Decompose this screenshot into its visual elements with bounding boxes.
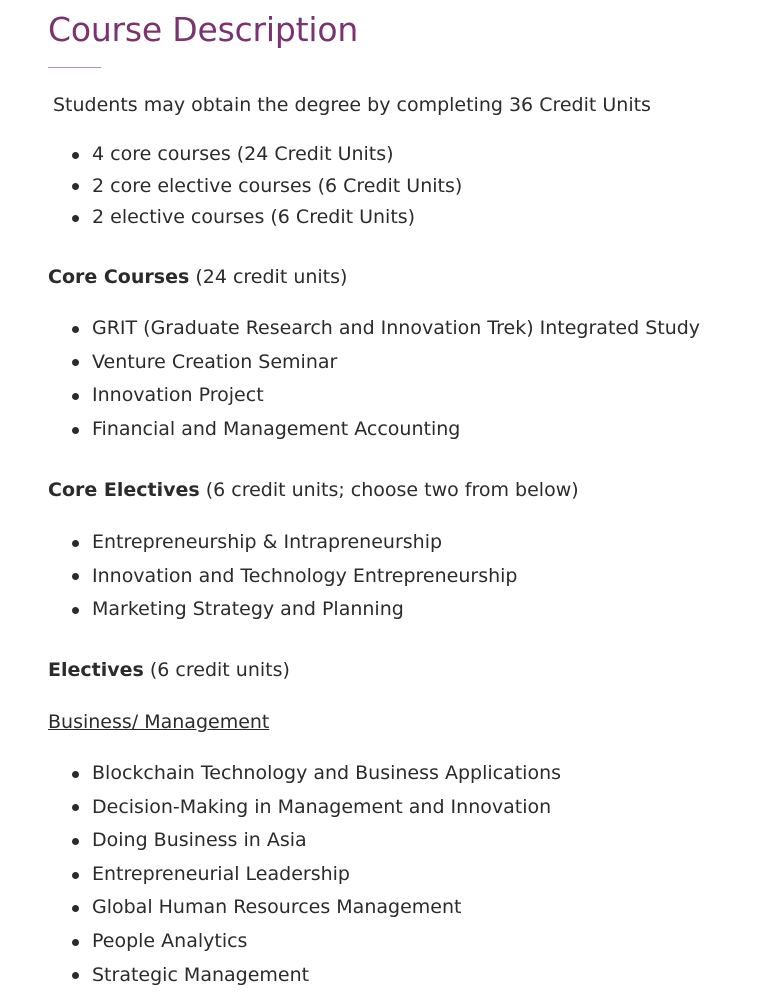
list-item-text: 2 core elective courses (6 Credit Units) — [92, 174, 463, 197]
title-divider — [48, 67, 101, 68]
bullet-icon — [72, 326, 79, 333]
bullet-icon — [72, 939, 79, 946]
bullet-icon — [72, 183, 79, 190]
bullet-icon — [72, 573, 79, 580]
bullet-icon — [72, 540, 79, 547]
bullet-icon — [72, 215, 79, 222]
list-item — [48, 526, 517, 560]
bullet-icon — [72, 359, 79, 366]
list-item — [48, 858, 561, 892]
electives-title: Electives — [48, 659, 144, 681]
list-item-text: Innovation Project — [92, 384, 264, 407]
list-item — [48, 379, 700, 413]
core-electives-note: (6 credit units; choose two from below) — [205, 479, 579, 501]
credit-summary-list — [48, 139, 462, 234]
list-item — [48, 959, 561, 993]
list-item-text: Innovation and Technology Entrepreneurship — [92, 564, 518, 587]
electives-heading — [48, 659, 290, 681]
list-item-text: People Analytics — [92, 929, 248, 952]
list-item — [48, 791, 561, 825]
core-courses-heading — [48, 266, 347, 288]
list-item-text: Global Human Resources Management — [92, 896, 462, 919]
business-management-subheading: Business/ Management — [48, 711, 270, 733]
list-item-text: 4 core courses (24 Credit Units) — [92, 143, 394, 165]
list-item-text: Blockchain Technology and Business Applications — [92, 762, 562, 784]
list-item — [48, 139, 462, 171]
bullet-icon — [72, 771, 79, 778]
list-item — [48, 593, 517, 627]
list-item-text: 2 elective courses (6 Credit Units) — [92, 206, 416, 228]
bullet-icon — [72, 804, 79, 811]
bullet-icon — [72, 972, 79, 979]
bullet-icon — [72, 152, 79, 159]
list-item — [48, 202, 462, 234]
core-courses-list — [48, 312, 700, 446]
list-item — [48, 560, 517, 594]
list-item — [48, 891, 561, 925]
list-item — [48, 312, 700, 346]
list-item-text: Doing Business in Asia — [92, 829, 307, 852]
core-courses-note: (24 credit units) — [195, 266, 348, 288]
list-item-text: Entrepreneurship & Intrapreneurship — [92, 531, 443, 553]
bullet-icon — [72, 427, 79, 434]
intro-text: Students may obtain the degree by completing 36 Credit Units — [53, 94, 651, 116]
core-electives-list — [48, 526, 517, 627]
list-item-text: Strategic Management — [92, 963, 310, 986]
list-item-text: Venture Creation Seminar — [92, 350, 338, 373]
list-item — [48, 346, 700, 380]
list-item — [48, 171, 462, 203]
list-item — [48, 824, 561, 858]
list-item-text: Decision-Making in Management and Innovation — [92, 795, 552, 818]
list-item — [48, 925, 561, 959]
core-electives-title: Core Electives — [48, 479, 200, 501]
bullet-icon — [72, 872, 79, 879]
bullet-icon — [72, 393, 79, 400]
electives-note: (6 credit units) — [149, 659, 290, 681]
bullet-icon — [72, 905, 79, 912]
list-item-text: Entrepreneurial Leadership — [92, 862, 350, 885]
list-item — [48, 757, 561, 791]
list-item-text: Financial and Management Accounting — [92, 417, 461, 440]
business-electives-list — [48, 757, 561, 992]
list-item — [48, 413, 700, 447]
list-item-text: GRIT (Graduate Research and Innovation Trek) Integrated Study — [92, 317, 701, 339]
core-electives-heading — [48, 479, 579, 501]
bullet-icon — [72, 838, 79, 845]
page-title: Course Description — [48, 10, 359, 49]
list-item-text: Marketing Strategy and Planning — [92, 598, 404, 621]
core-courses-title: Core Courses — [48, 266, 190, 288]
bullet-icon — [72, 607, 79, 614]
